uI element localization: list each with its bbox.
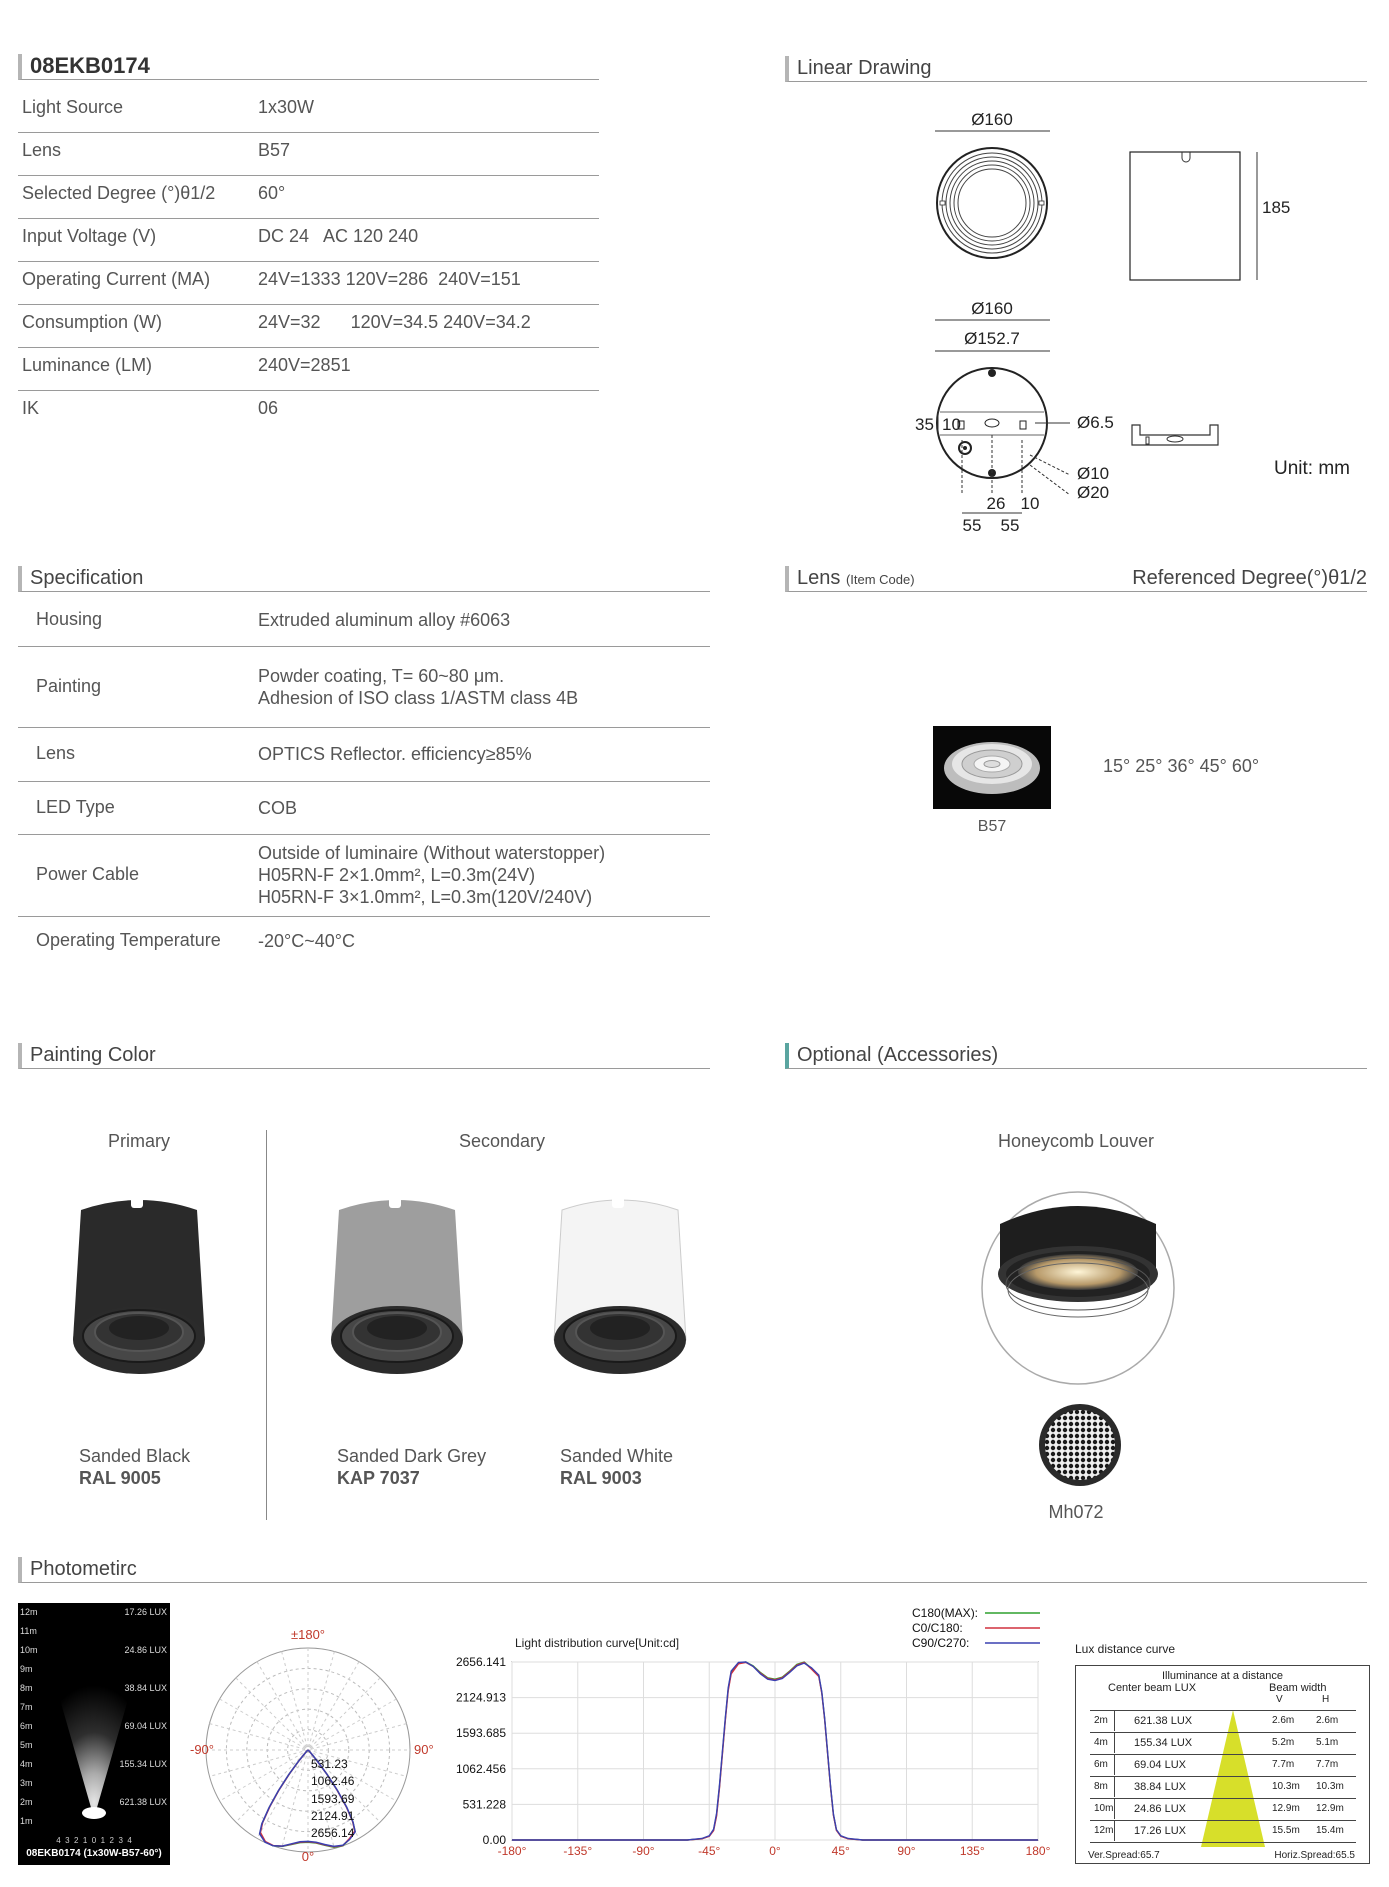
dim-top-diameter: Ø160 bbox=[971, 110, 1013, 129]
beam-distance-label: 5m bbox=[20, 1740, 33, 1750]
beam-distance-label: 2m bbox=[20, 1797, 33, 1807]
spec-row-label: Operating Temperature bbox=[36, 930, 221, 950]
color-code: RAL 9003 bbox=[560, 1468, 642, 1488]
spec-value-line: Extruded aluminum alloy #6063 bbox=[258, 610, 511, 630]
color-name: Sanded Dark Grey bbox=[337, 1446, 487, 1466]
spec-row-label: Power Cable bbox=[36, 864, 140, 884]
polar-left-label: -90° bbox=[190, 1742, 214, 1757]
accessory-code: Mh072 bbox=[1048, 1502, 1104, 1522]
photometric-title: Photometirc bbox=[18, 1557, 1367, 1583]
beam-distance-label: 1m bbox=[20, 1816, 33, 1826]
product-row-value: B57 bbox=[258, 140, 291, 160]
lens-item-code: B57 bbox=[977, 818, 1007, 835]
product-row-label: Light Source bbox=[22, 97, 124, 117]
spec-row bbox=[18, 646, 710, 728]
lux-row-lux: 621.38 LUX bbox=[1134, 1715, 1193, 1727]
primary-label: Primary bbox=[108, 1131, 170, 1151]
spec-row-value bbox=[258, 797, 297, 819]
legend-label: C90/C270: bbox=[912, 1636, 970, 1650]
beam-distance-label: 4m bbox=[20, 1759, 33, 1769]
product-row-label: Luminance (LM) bbox=[22, 355, 153, 375]
spec-row-value bbox=[258, 609, 510, 631]
dim-diameter-3: Ø152.7 bbox=[964, 329, 1020, 348]
product-row-label: IK bbox=[22, 398, 40, 418]
lux-row-v: 12.9m bbox=[1272, 1803, 1300, 1814]
honeycomb-louver-image bbox=[980, 1188, 1176, 1388]
dim-55b: 55 bbox=[1000, 516, 1020, 535]
product-row-label: Input Voltage (V) bbox=[22, 226, 157, 246]
lens-ref-degree-title: Referenced Degree(°)θ1/2 bbox=[1132, 567, 1367, 589]
lux-row-lux: 24.86 LUX bbox=[1134, 1803, 1186, 1815]
dim-35: 35 bbox=[915, 415, 934, 434]
spec-row-value bbox=[258, 743, 532, 765]
product-row-value: 06 bbox=[258, 398, 279, 418]
product-row-value: 60° bbox=[258, 183, 286, 203]
product-code-header: 08EKB0174 bbox=[18, 54, 599, 80]
honeycomb-grid-icon bbox=[1038, 1403, 1122, 1487]
spec-row bbox=[18, 727, 710, 782]
lux-row-v: 5.2m bbox=[1272, 1737, 1295, 1748]
lux-row-v: 15.5m bbox=[1272, 1825, 1300, 1836]
lux-row-v: 10.3m bbox=[1272, 1781, 1300, 1792]
linear-drawing bbox=[870, 105, 1370, 545]
lux-col-v: V bbox=[1276, 1694, 1283, 1705]
dim-height: 185 bbox=[1262, 198, 1291, 217]
lens-degrees: 15° 25° 36° 45° 60° bbox=[1103, 756, 1260, 776]
polar-bottom-label: 0° bbox=[301, 1849, 315, 1864]
linear-drawing-title: Linear Drawing bbox=[785, 56, 1367, 82]
color-code: RAL 9005 bbox=[79, 1468, 161, 1488]
dim-10a: 10 bbox=[942, 415, 961, 434]
beam-lux-label: 17.26 LUX bbox=[124, 1607, 167, 1617]
spec-value-line: H05RN-F 3×1.0mm², L=0.3m(120V/240V) bbox=[258, 887, 593, 907]
product-row-value: 24V=1333 120V=286 240V=151 bbox=[258, 269, 521, 289]
beam-caption: 08EKB0174 (1x30W-B57-60°) bbox=[18, 1848, 170, 1859]
lux-row-h: 2.6m bbox=[1316, 1715, 1339, 1726]
spec-row-label: Painting bbox=[36, 675, 102, 696]
lux-col-beam: Beam width bbox=[1269, 1682, 1327, 1694]
luminaire-black-image bbox=[59, 1190, 219, 1400]
beam-distance-label: 9m bbox=[20, 1664, 33, 1674]
spec-row-value bbox=[258, 930, 355, 952]
unit-label: Unit: mm bbox=[1274, 458, 1350, 479]
dim-hole-2: Ø10 bbox=[1077, 464, 1110, 483]
lens-image bbox=[933, 726, 1051, 809]
color-name: Sanded Black bbox=[79, 1446, 191, 1466]
spec-row-label: Housing bbox=[36, 609, 103, 629]
specification-title: Specification bbox=[18, 566, 710, 592]
product-row-value: 1x30W bbox=[258, 97, 315, 117]
dim-26: 26 bbox=[986, 494, 1006, 513]
polar-top-label: ±180° bbox=[290, 1627, 326, 1642]
chart-title: Light distribution curve[Unit:cd] bbox=[515, 1636, 680, 1650]
polar-ring-value: 531.23 bbox=[311, 1757, 348, 1771]
luminaire-grey-image bbox=[317, 1190, 477, 1400]
y-tick-label: 2656.141 bbox=[455, 1655, 506, 1669]
beam-distance-label: 12m bbox=[20, 1607, 38, 1617]
x-tick-label: -45° bbox=[698, 1844, 721, 1858]
beam-lux-label: 621.38 LUX bbox=[119, 1797, 167, 1807]
spec-value-line: Adhesion of ISO class 1/ASTM class 4B bbox=[258, 687, 579, 708]
lux-row-d: 12m bbox=[1094, 1825, 1114, 1836]
beam-lux-label: 69.04 LUX bbox=[124, 1721, 167, 1731]
lux-row-d: 4m bbox=[1094, 1737, 1108, 1748]
x-tick-label: 0° bbox=[769, 1844, 781, 1858]
x-tick-label: 180° bbox=[1025, 1844, 1051, 1858]
spec-value-line: H05RN-F 2×1.0mm², L=0.3m(24V) bbox=[258, 865, 536, 885]
painting-divider bbox=[266, 1130, 267, 1520]
beam-image bbox=[18, 1603, 170, 1865]
polar-ring-value: 1593.69 bbox=[311, 1792, 355, 1806]
lens-title bbox=[785, 566, 1367, 592]
y-tick-label: 2124.913 bbox=[455, 1690, 506, 1705]
lux-table-header: Illuminance at a distance bbox=[1161, 1670, 1284, 1682]
spec-row-label: LED Type bbox=[36, 796, 115, 817]
beam-distance-label: 7m bbox=[20, 1702, 33, 1712]
polar-ring-value: 2656.14 bbox=[311, 1826, 355, 1840]
lux-row-lux: 69.04 LUX bbox=[1134, 1759, 1186, 1771]
product-row-label: Consumption (W) bbox=[22, 312, 163, 332]
x-tick-label: -180° bbox=[497, 1844, 527, 1858]
beam-bottom-axis: 4 3 2 1 0 1 2 3 4 bbox=[56, 1836, 132, 1845]
spec-value-line: COB bbox=[258, 797, 298, 818]
dim-diameter-2: Ø160 bbox=[971, 299, 1013, 318]
lens-title-text: Lens bbox=[797, 567, 841, 589]
beam-lux-label: 155.34 LUX bbox=[119, 1759, 167, 1769]
beam-lux-label: 24.86 LUX bbox=[124, 1645, 167, 1655]
lux-row-v: 7.7m bbox=[1272, 1759, 1295, 1770]
lux-row-h: 10.3m bbox=[1316, 1781, 1344, 1792]
spec-value-line: Outside of luminaire (Without waterstopper) bbox=[258, 843, 606, 863]
lux-col-h: H bbox=[1322, 1694, 1330, 1705]
x-tick-label: 45° bbox=[831, 1844, 850, 1858]
hor-spread: Horiz.Spread:65.5 bbox=[1274, 1850, 1355, 1861]
spec-row bbox=[18, 594, 710, 647]
spec-value-line: OPTICS Reflector. efficiency≥85% bbox=[258, 744, 532, 764]
lux-row-v: 2.6m bbox=[1272, 1715, 1295, 1726]
lux-row-h: 12.9m bbox=[1316, 1803, 1344, 1814]
spec-value-line: Powder coating, T= 60~80 μm. bbox=[258, 665, 505, 686]
spec-row-value bbox=[258, 842, 605, 908]
lux-row-lux: 17.26 LUX bbox=[1134, 1825, 1186, 1837]
color-name: Sanded White bbox=[560, 1446, 674, 1466]
product-row-label: Operating Current (MA) bbox=[22, 269, 211, 289]
spec-row-label: Lens bbox=[36, 743, 76, 763]
y-tick-label: 531.228 bbox=[462, 1797, 506, 1812]
lux-col-center: Center beam LUX bbox=[1108, 1682, 1197, 1694]
y-tick-label: 1062.456 bbox=[455, 1761, 506, 1776]
beam-lux-label: 38.84 LUX bbox=[124, 1683, 167, 1693]
optional-title: Optional (Accessories) bbox=[785, 1043, 1367, 1069]
beam-distance-label: 10m bbox=[20, 1645, 38, 1655]
polar-ring-value: 2124.91 bbox=[311, 1809, 355, 1823]
x-tick-label: 135° bbox=[959, 1844, 985, 1858]
lux-row-lux: 155.34 LUX bbox=[1134, 1737, 1193, 1749]
light-distribution-chart bbox=[445, 1603, 1055, 1879]
dim-10b: 10 bbox=[1020, 494, 1040, 513]
dim-hole-1: Ø6.5 bbox=[1077, 413, 1114, 432]
dim-hole-3: Ø20 bbox=[1077, 483, 1110, 502]
lux-row-d: 8m bbox=[1094, 1781, 1108, 1792]
lux-row-h: 7.7m bbox=[1316, 1759, 1339, 1770]
spec-row bbox=[18, 834, 710, 917]
product-row-value: DC 24 AC 120 240 bbox=[258, 226, 419, 246]
legend-label: C0/C180: bbox=[912, 1621, 963, 1635]
ver-spread: Ver.Spread:65.7 bbox=[1088, 1850, 1160, 1861]
polar-chart bbox=[178, 1625, 448, 1875]
accessory-label: Honeycomb Louver bbox=[997, 1131, 1155, 1151]
x-tick-label: -90° bbox=[632, 1844, 655, 1858]
lux-distance-title: Lux distance curve bbox=[1075, 1642, 1176, 1656]
beam-distance-label: 11m bbox=[20, 1626, 37, 1636]
lux-row-h: 5.1m bbox=[1316, 1737, 1339, 1748]
spec-row bbox=[18, 916, 710, 966]
spec-value-line: -20°C~40°C bbox=[258, 931, 355, 951]
lens-title-small: (Item Code) bbox=[845, 572, 915, 587]
y-tick-label: 1593.685 bbox=[455, 1726, 506, 1741]
lux-row-d: 6m bbox=[1094, 1759, 1108, 1770]
lux-row-h: 15.4m bbox=[1316, 1825, 1344, 1836]
lux-row-d: 10m bbox=[1094, 1803, 1114, 1814]
beam-distance-label: 6m bbox=[20, 1721, 33, 1731]
luminaire-white-image bbox=[540, 1190, 700, 1400]
beam-distance-label: 8m bbox=[20, 1683, 33, 1693]
legend-label: C180(MAX): bbox=[912, 1606, 979, 1620]
color-code: KAP 7037 bbox=[337, 1468, 420, 1488]
x-tick-label: -135° bbox=[563, 1844, 593, 1858]
product-row-label: Selected Degree (°)θ1/2 bbox=[22, 183, 216, 203]
polar-right-label: 90° bbox=[414, 1742, 434, 1757]
beam-distance-label: 3m bbox=[20, 1778, 33, 1788]
spec-row bbox=[18, 781, 710, 835]
x-tick-label: 90° bbox=[897, 1844, 916, 1858]
y-tick-label: 0.00 bbox=[482, 1833, 506, 1847]
product-row bbox=[18, 381, 599, 418]
dim-55a: 55 bbox=[962, 516, 982, 535]
product-row-value: 240V=2851 bbox=[258, 355, 351, 375]
lux-distance-table bbox=[1075, 1665, 1370, 1864]
painting-color-title: Painting Color bbox=[18, 1043, 710, 1069]
secondary-label: Secondary bbox=[458, 1131, 546, 1151]
spec-row-value bbox=[258, 665, 578, 709]
product-row-label: Lens bbox=[22, 140, 62, 160]
polar-ring-value: 1062.46 bbox=[311, 1774, 355, 1788]
lux-row-d: 2m bbox=[1094, 1715, 1108, 1726]
lux-row-lux: 38.84 LUX bbox=[1134, 1781, 1186, 1793]
product-row-value: 24V=32 120V=34.5 240V=34.2 bbox=[258, 312, 531, 332]
